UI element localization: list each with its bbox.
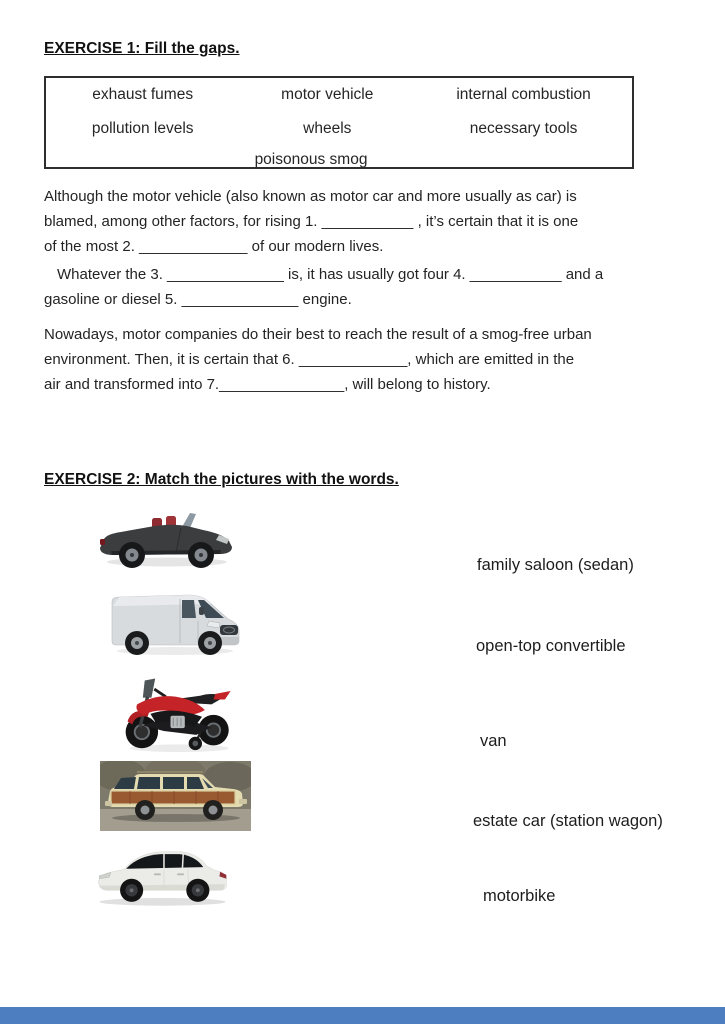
convertible-car-icon [95,503,237,571]
paragraph-line: of the most 2. _____________ of our modern lives. [44,238,384,255]
paragraph-line: gasoline or diesel 5. ______________ engine. [44,291,352,308]
label-estate-car[interactable]: estate car (station wagon) [473,812,663,830]
exercise2-title: EXERCISE 2: Match the pictures with the words. [44,471,399,488]
paragraph-line: Nowadays, motor companies do their best to reach the result of a smog-free urban [44,326,592,343]
word-bank-row [46,86,632,104]
word-bank-item: motor vehicle [281,86,374,103]
label-van[interactable]: van [480,732,507,750]
paragraph-3 [44,322,592,397]
paragraph-line: air and transformed into 7._______________, will belong to history. [44,376,491,393]
label-family-saloon[interactable]: family saloon (sedan) [477,556,634,574]
label-open-top-convertible[interactable]: open-top convertible [476,637,626,655]
word-bank-item: necessary tools [469,120,578,137]
paragraph-2 [44,262,603,312]
motorbike-icon [118,668,244,754]
van-photo[interactable] [103,585,245,657]
word-bank-box [44,76,634,169]
paragraph-line: Whatever the 3. ______________ is, it has usually got four 4. ___________ and a [57,266,604,283]
paragraph-line: environment. Then, it is certain that 6. _____________, which are emitted in the [44,351,575,368]
word-bank-row [46,120,632,138]
exercise1-title: EXERCISE 1: Fill the gaps. [44,40,240,57]
paragraph-1 [44,184,578,259]
word-bank-item: wheels [303,120,352,137]
site-background-strip [0,1007,725,1024]
motorbike-photo[interactable] [118,668,244,754]
sedan-car-icon [68,841,253,908]
paragraph-line: blamed, among other factors, for rising 1. ___________ , it’s certain that it is one [44,213,579,230]
word-bank-item: internal combustion [456,86,591,103]
estate-car-photo[interactable] [100,761,251,831]
word-bank-item: poisonous smog [254,151,368,168]
paragraph-line: Although the motor vehicle (also known as motor car and more usually as car) is [44,188,577,205]
word-bank-row [46,151,632,169]
open-top-convertible-photo[interactable] [95,503,237,571]
family-saloon-photo[interactable] [68,841,253,908]
word-bank-item: exhaust fumes [92,86,194,103]
label-motorbike[interactable]: motorbike [483,887,556,905]
word-bank-item: pollution levels [91,120,194,137]
estate-car-icon [100,761,251,831]
van-icon [103,585,245,657]
